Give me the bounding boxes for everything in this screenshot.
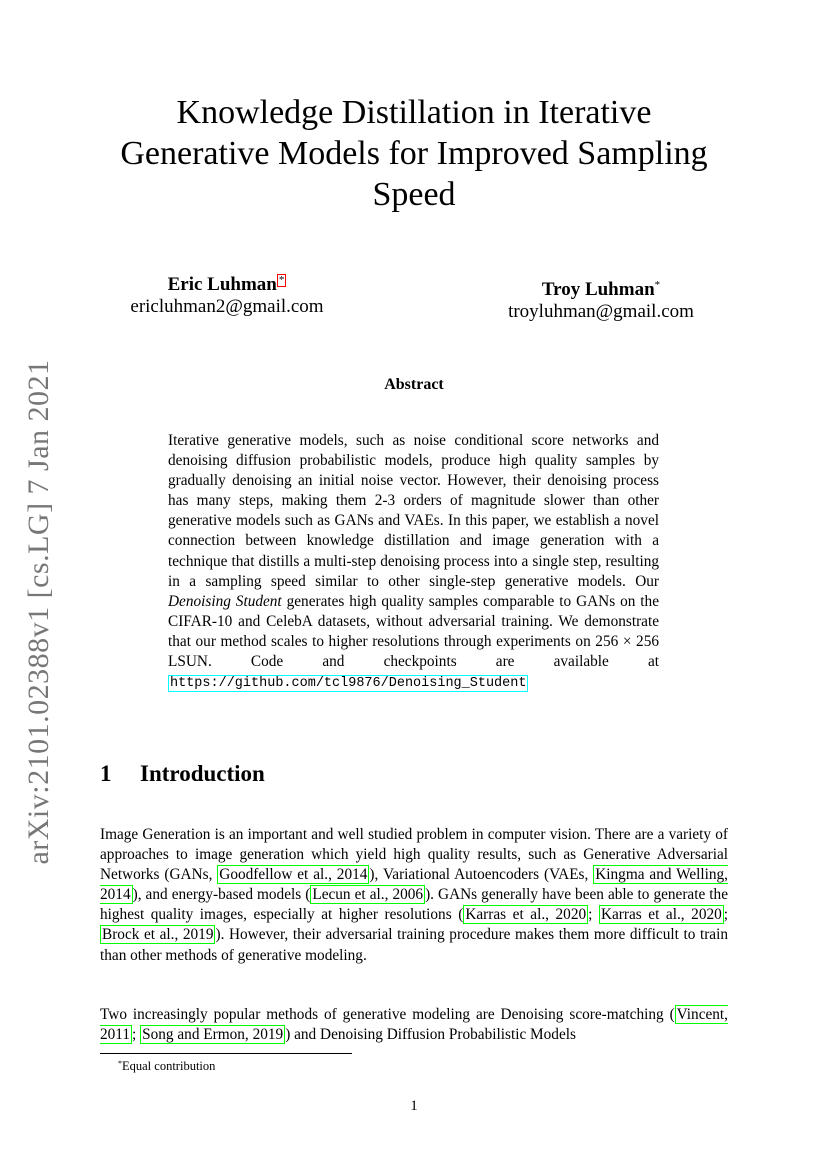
footnote-marker: * xyxy=(654,279,661,291)
citation-link[interactable]: Karras et al., 2020 xyxy=(465,906,587,924)
abstract-italic-term: Denoising Student xyxy=(168,592,282,610)
citation-link[interactable]: Goodfellow et al., 2014 xyxy=(219,866,368,884)
footnote-link[interactable]: * xyxy=(278,274,285,286)
citation-link[interactable]: Vincent, 2011 xyxy=(100,1006,728,1044)
paragraph-text: ; xyxy=(588,906,599,924)
section-number: 1 xyxy=(100,761,112,786)
paragraph-text: ; xyxy=(723,906,729,924)
title-line: Knowledge Distillation in Iterative xyxy=(176,94,652,131)
citation-link[interactable]: Brock et al., 2019 xyxy=(102,926,214,944)
paragraph-text: ). GANs generally have been able to generate the highest quality images, especially at higher resolutions ( xyxy=(100,886,728,924)
title-line: Generative Models for Improved Sampling xyxy=(120,135,708,172)
abstract-text xyxy=(168,431,659,694)
page-number: 1 xyxy=(410,1098,418,1114)
author-name: Troy Luhman xyxy=(541,279,655,300)
citation-link[interactable]: Karras et al., 2020 xyxy=(600,906,722,924)
author-email: ericluhman2@gmail.com xyxy=(130,296,324,317)
paragraph-text: ). However, their adversarial training procedure makes them more difficult to train than other methods of generative modeling. xyxy=(100,926,728,964)
paragraph-text: ; xyxy=(132,1026,141,1044)
citation-link[interactable]: Kingma and Welling, 2014 xyxy=(100,866,728,904)
section-heading xyxy=(100,761,265,787)
abstract-text-part: Iterative generative models, such as noise conditional score networks and denoising diffusion probabilistic models, produce high quality samples by gradually denoising an initial noise vector. However, their denoising process has many steps, making them 2-3 orders of magnitude slower than other generative models such as GANs and VAEs. In this paper, we establish a novel connection between knowledge distillation and image generation with a technique that distills a multi-step denoising process into a single step, resulting in a sampling speed similar to other single-step generative models. Our xyxy=(168,432,659,590)
section-title: Introduction xyxy=(140,761,265,786)
code-repository-link[interactable]: https://github.com/tcl9876/Denoising_Student xyxy=(170,676,527,692)
author-block-2 xyxy=(474,274,728,323)
paragraph-text: ), Variational Autoencoders (VAEs, xyxy=(369,866,594,884)
footnote-marker: * xyxy=(118,1059,122,1068)
citation-link[interactable]: Lecun et al., 2006 xyxy=(312,886,424,904)
citation-link[interactable]: Song and Ermon, 2019 xyxy=(142,1026,284,1044)
abstract-text-part: generates high quality samples comparable to GANs on the CIFAR-10 and CelebA datasets, without adversarial training. We demonstrate that our method scales to higher resolutions through experiments on 256 × 256 LSUN. Code and checkpoints are available at xyxy=(168,592,659,671)
intro-paragraph-1 xyxy=(100,825,728,966)
footnote-text: Equal contribution xyxy=(122,1059,216,1073)
footnote-divider xyxy=(100,1053,352,1054)
footnote xyxy=(118,1059,215,1074)
abstract-heading: Abstract xyxy=(384,376,444,393)
paragraph-text: Image Generation is an important and well studied problem in computer vision. There are a variety of approaches to image generation which yield high quality results, such as Generative Adversarial Networks (GANs, xyxy=(100,826,728,884)
paragraph-text: ), and energy-based models ( xyxy=(132,886,311,904)
title-line: Speed xyxy=(372,176,456,213)
paragraph-text: Two increasingly popular methods of generative modeling are Denoising score-matching ( xyxy=(100,1006,675,1023)
arxiv-identifier-stamp: arXiv:2101.02388v1 [cs.LG] 7 Jan 2021 xyxy=(22,359,55,865)
author-email: troyluhman@gmail.com xyxy=(508,301,694,322)
paper-title xyxy=(100,92,728,215)
intro-paragraph-2 xyxy=(100,1005,728,1045)
paragraph-text: ) and Denoising Diffusion Probabilistic Models xyxy=(285,1026,576,1044)
author-block-1 xyxy=(100,274,354,318)
author-name: Eric Luhman xyxy=(167,274,277,295)
